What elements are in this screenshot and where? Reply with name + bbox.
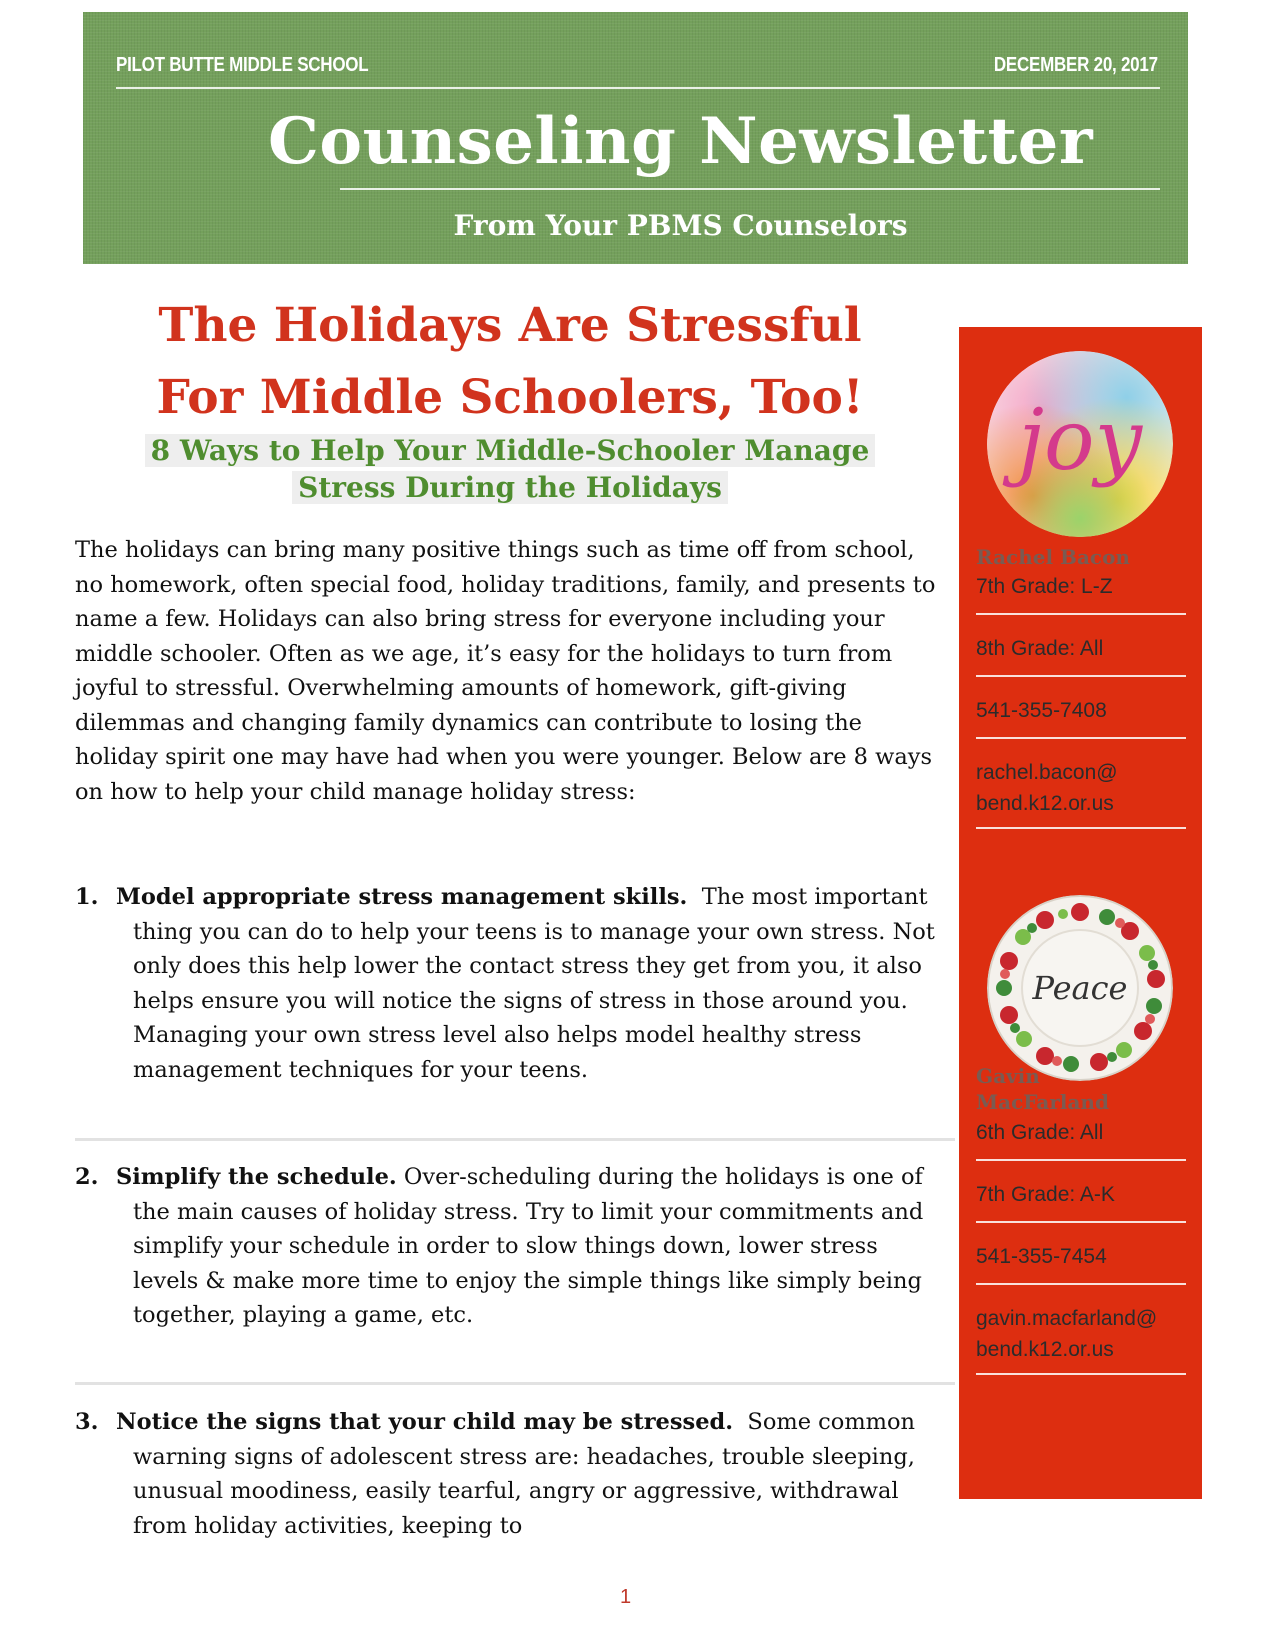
email-line: bend.k12.or.us	[976, 792, 1114, 815]
peace-image-text: Peace	[1032, 969, 1128, 1007]
headline-line: The Holidays Are Stressful	[158, 298, 862, 353]
article-subhead	[100, 432, 920, 506]
item-text: Some common warning signs of adolescent stress are: headaches, trouble sleeping, unusual moodiness, easily tearful, angry or aggressive, withdrawal from holiday activities, keeping to	[133, 1409, 916, 1539]
counselor-email[interactable]	[976, 1303, 1186, 1365]
newsletter-subtitle: From Your PBMS Counselors	[453, 209, 908, 242]
subhead-line: Stress During the Holidays	[292, 471, 728, 504]
sidebar-divider	[976, 1283, 1186, 1285]
list-item	[75, 1405, 935, 1543]
sidebar-divider	[976, 1373, 1186, 1375]
sidebar-divider	[976, 1159, 1186, 1161]
item-number: 3.	[75, 1409, 99, 1435]
item-text: Over-scheduling during the holidays is one of the main causes of holiday stress. Try to limit your commitments and simplify your schedule in order to slow things down, lower stress levels & make more time to enjoy the simple things like simply being together, playing a game, etc.	[133, 1164, 924, 1328]
school-name: PILOT BUTTE MIDDLE SCHOOL	[116, 54, 369, 76]
item-number: 1.	[75, 884, 99, 910]
counselor-grade: 6th Grade: All	[976, 1121, 1104, 1144]
email-line: gavin.macfarland@	[976, 1307, 1158, 1330]
counselor-name-line: Gavin	[976, 1064, 1040, 1088]
counselor-phone: 541-355-7454	[976, 1245, 1107, 1268]
counselor-grade: 7th Grade: A-K	[976, 1183, 1115, 1206]
counselor-email[interactable]	[976, 757, 1186, 819]
section-divider	[75, 1138, 955, 1141]
headline-line: For Middle Schoolers, Too!	[156, 370, 864, 425]
counselor-grade: 7th Grade: L-Z	[976, 575, 1113, 598]
joy-image-text: joy	[1017, 391, 1143, 489]
item-text: The most important thing you can do to help your teens is to manage your own stress. Not only does this help lower the contact stress they get from you, it also helps ensure you will notice the signs of stress in those around you. Managing your own stress level also helps model healthy stress management techniques for your teens.	[133, 884, 935, 1083]
counselor-name: Rachel Bacon	[976, 545, 1130, 569]
article-headline	[70, 290, 950, 434]
email-line: bend.k12.or.us	[976, 1338, 1114, 1361]
peace-plate-image	[987, 895, 1173, 1081]
item-title: Notice the signs that your child may be stressed.	[116, 1409, 734, 1435]
section-divider	[75, 1382, 955, 1385]
intro-paragraph: The holidays can bring many positive things such as time off from school, no homework, often special food, holiday traditions, family, and presents to name a few. Holidays can also bring stress for everyone including your middle schooler. Often as we age, it’s easy for the holidays to turn from joyful to stressful. Overwhelming amounts of homework, gift-giving dilemmas and changing family dynamics can contribute to losing the holiday spirit one may have had when you were younger. Below are 8 ways on how to help your child manage holiday stress:	[75, 537, 936, 805]
header-divider	[340, 188, 1160, 190]
counselor-sidebar	[959, 327, 1202, 1499]
header-divider	[116, 87, 1160, 89]
item-title: Model appropriate stress management skills.	[116, 884, 688, 910]
header-banner	[83, 12, 1188, 264]
counselor-name	[976, 1063, 1109, 1115]
list-item	[75, 880, 935, 1087]
sidebar-divider	[976, 737, 1186, 739]
sidebar-divider	[976, 675, 1186, 677]
counselor-phone: 541-355-7408	[976, 699, 1107, 722]
newsletter-title: Counseling Newsletter	[267, 104, 1094, 179]
subhead-line: 8 Ways to Help Your Middle-Schooler Manage	[145, 434, 876, 467]
item-title: Simplify the schedule.	[116, 1164, 397, 1190]
sidebar-divider	[976, 613, 1186, 615]
list-item	[75, 1160, 935, 1333]
sidebar-divider	[976, 1221, 1186, 1223]
counselor-grade: 8th Grade: All	[976, 637, 1104, 660]
email-line: rachel.bacon@	[976, 761, 1118, 784]
page-number: 1	[620, 1586, 632, 1608]
counselor-name-line: MacFarland	[976, 1090, 1109, 1114]
sidebar-divider	[976, 827, 1186, 829]
joy-image	[987, 351, 1173, 537]
item-number: 2.	[75, 1164, 99, 1190]
issue-date: DECEMBER 20, 2017	[994, 54, 1158, 76]
